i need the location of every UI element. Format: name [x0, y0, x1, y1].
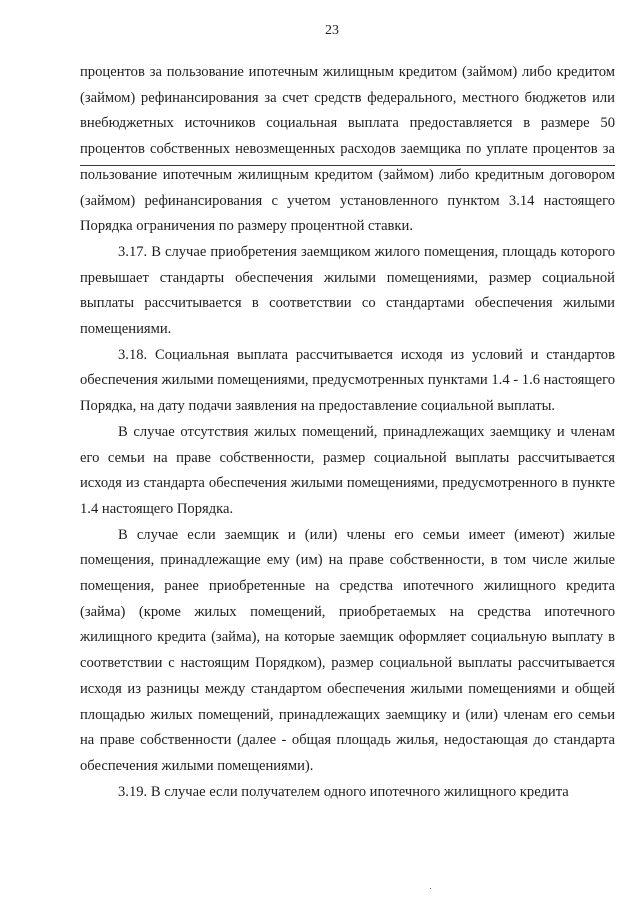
scan-speck: [430, 888, 431, 889]
paragraph-continuation: процентов за пользование ипотечным жилищным кредитом (займом) либо кредитом (займом) рефинансирования за счет средств федерального, местного бюджетов или внебюджетных источников социальная выплата предоставляется в размере 50 процентов собственных невозмещенных расходов заемщика по уплате процентов за пользование ипотечным жилищным кредитом (займом) либо кредитным договором (займом) рефинансирования с учетом установленного пунктом 3.14 настоящего Порядка ограничения по размеру процентной ставки.: [80, 64, 615, 235]
paragraph-owned-housing: В случае если заемщик и (или) члены его семьи имеет (имеют) жилые помещения, принадлежащие ему (им) на праве собственности, в том числе жилые помещения, ранее приобретенные на средства ипотечного жилищного кредита (займа) (кроме жилых помещений, приобретаемых на средства ипотечного жилищного кредита (займа), на которые заемщик оформляет социальную выплату в соответствии с настоящим Порядком), размер социальной выплаты рассчитывается исходя из разницы между стандартом обеспечения жилыми помещениями и общей площадью жилых помещений, принадлежащих заемщику и (или) членам его семьи на праве собственности (далее - общая площадь жилья, недостающая до стандарта обеспечения жилыми помещениями).: [80, 526, 615, 774]
document-body: [80, 60, 615, 805]
paragraph-3-17: 3.17. В случае приобретения заемщиком жилого помещения, площадь которого превышает стандарты обеспечения жилыми помещениями, размер социальной выплаты рассчитывается в соответствии со стандартами обеспечения жилыми помещениями.: [80, 243, 615, 338]
paragraph-no-housing: В случае отсутствия жилых помещений, принадлежащих заемщику и членам его семьи на праве собственности, размер социальной выплаты рассчитывается исходя из стандарта обеспечения жилыми помещениями, предусмотренного в пункте 1.4 настоящего Порядка.: [80, 423, 615, 517]
scan-artifact-line: [80, 165, 615, 166]
paragraph-3-19: 3.19. В случае если получателем одного ипотечного жилищного кредита: [118, 783, 569, 800]
paragraph-3-18: 3.18. Социальная выплата рассчитывается исходя из условий и стандартов обеспечения жилыми помещениями, предусмотренных пунктами 1.4 - 1.6 настоящего Порядка, на дату подачи заявления на предоставление социальной выплаты.: [80, 346, 615, 415]
page-number: 23: [325, 23, 339, 38]
